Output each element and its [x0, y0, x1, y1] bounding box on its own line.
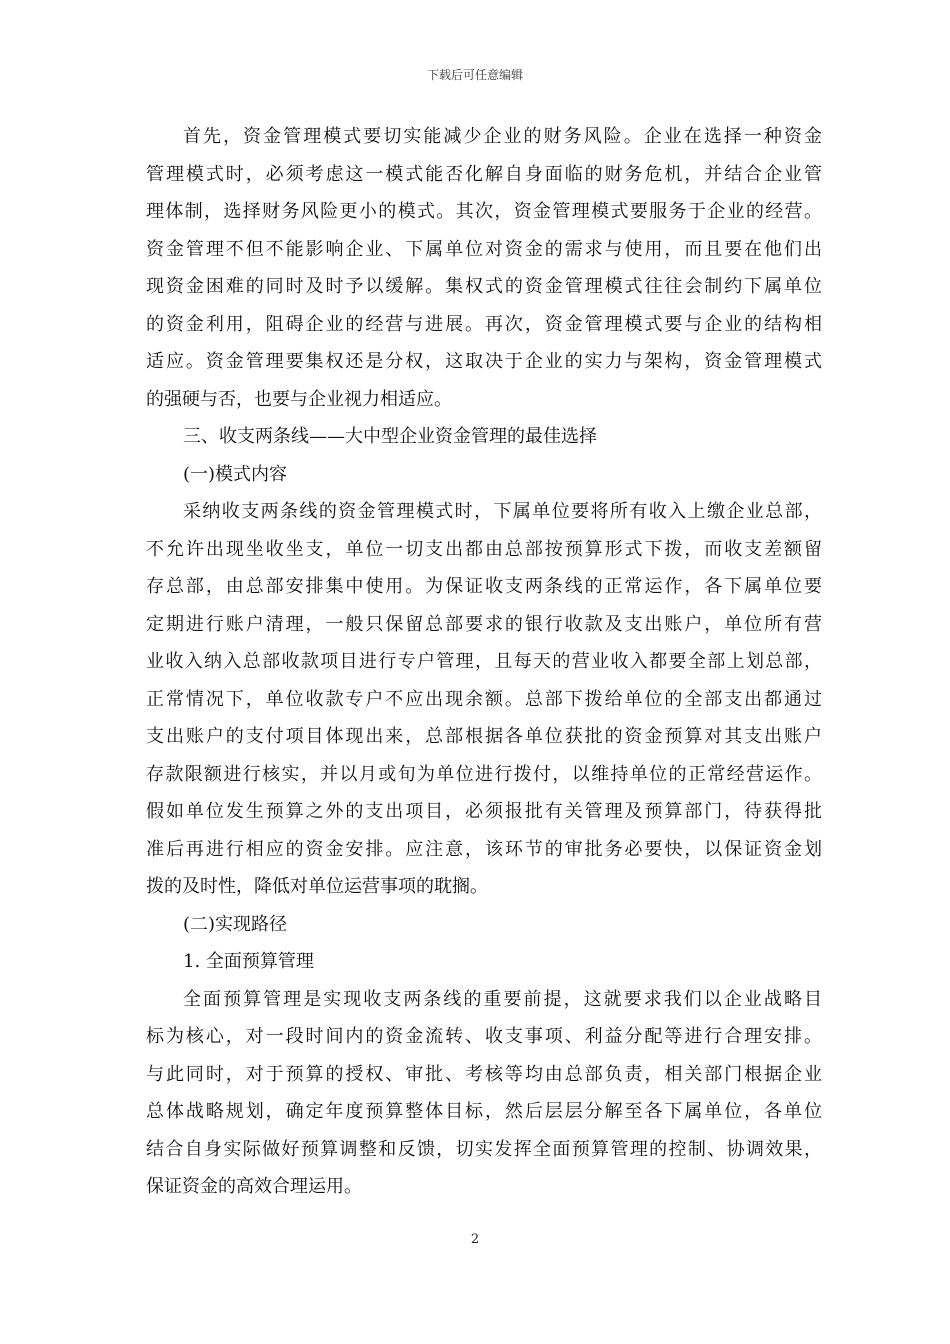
text-line: 管理模式时，必须考虑这一模式能否化解自身面临的财务危机，并结合企业管 — [146, 163, 822, 185]
text-line: 采纳收支两条线的资金管理模式时，下属单位要将所有收入上缴企业总部， — [183, 501, 822, 522]
text-line: 三、收支两条线——大中型企业资金管理的最佳选择 — [183, 426, 597, 447]
text-line: 适应。资金管理要集权还是分权，这取决于企业的实力与架构，资金管理模式 — [146, 351, 822, 372]
text-line: 存总部，由总部安排集中使用。为保证收支两条线的正常运作，各下属单位要 — [146, 576, 822, 597]
text-line: 存款限额进行核实，并以月或旬为单位进行拨付，以维持单位的正常经营运作。 — [146, 763, 822, 785]
text-line: 现资金困难的同时及时予以缓解。集权式的资金管理模式往往会制约下属单位 — [146, 276, 822, 297]
text-line: 拨的及时性，降低对单位运营事项的耽搁。 — [146, 876, 488, 897]
text-line: 标为核心，对一段时间内的资金流转、收支事项、利益分配等进行合理安排。 — [146, 1026, 822, 1047]
text-line: 的强硬与否，也要与企业视力相适应。 — [146, 388, 452, 410]
text-line: 假如单位发生预算之外的支出项目，必须报批有关管理及预算部门，待获得批 — [146, 801, 822, 822]
text-line: 首先，资金管理模式要切实能减少企业的财务风险。企业在选择一种资金 — [183, 126, 822, 147]
text-line: 业收入纳入总部收款项目进行专户管理，且每天的营业收入都要全部上划总部， — [146, 651, 822, 672]
text-line: 结合自身实际做好预算调整和反馈，切实发挥全面预算管理的控制、协调效果， — [146, 1138, 822, 1160]
text-line: 正常情况下，单位收款专户不应出现余额。总部下拨给单位的全部支出都通过 — [146, 688, 822, 710]
text-line: 总体战略规划，确定年度预算整体目标，然后层层分解至各下属单位，各单位 — [146, 1101, 822, 1122]
text-line: 理体制，选择财务风险更小的模式。其次，资金管理模式要服务于企业的经营。 — [146, 201, 822, 222]
text-line: 准后再进行相应的资金安排。应注意，该环节的审批务必要快，以保证资金划 — [146, 838, 822, 860]
text-line: 1. 全面预算管理 — [183, 951, 314, 972]
page-number: 2 — [470, 1232, 480, 1247]
text-line: 保证资金的高效合理运用。 — [146, 1176, 362, 1197]
document-body — [146, 118, 822, 1206]
text-line: (一)模式内容 — [183, 463, 288, 485]
page-header: 下载后可任意编辑 — [426, 68, 523, 82]
text-line: 的资金利用，阻碍企业的经营与进展。再次，资金管理模式要与企业的结构相 — [146, 313, 822, 335]
text-line: 资金管理不但不能影响企业、下属单位对资金的需求与使用，而且要在他们出 — [146, 238, 822, 260]
text-line: 定期进行账户清理，一般只保留总部要求的银行收款及支出账户，单位所有营 — [146, 613, 822, 635]
text-line: 不允许出现坐收坐支，单位一切支出都由总部按预算形式下拨，而收支差额留 — [146, 538, 822, 560]
text-line: 与此同时，对于预算的授权、审批、考核等均由总部负责，相关部门根据企业 — [146, 1063, 822, 1085]
text-line: 支出账户的支付项目体现出来，总部根据各单位获批的资金预算对其支出账户 — [146, 726, 822, 747]
text-line: 全面预算管理是实现收支两条线的重要前提，这就要求我们以企业战略目 — [183, 988, 822, 1010]
text-line: (二)实现路径 — [183, 913, 288, 935]
